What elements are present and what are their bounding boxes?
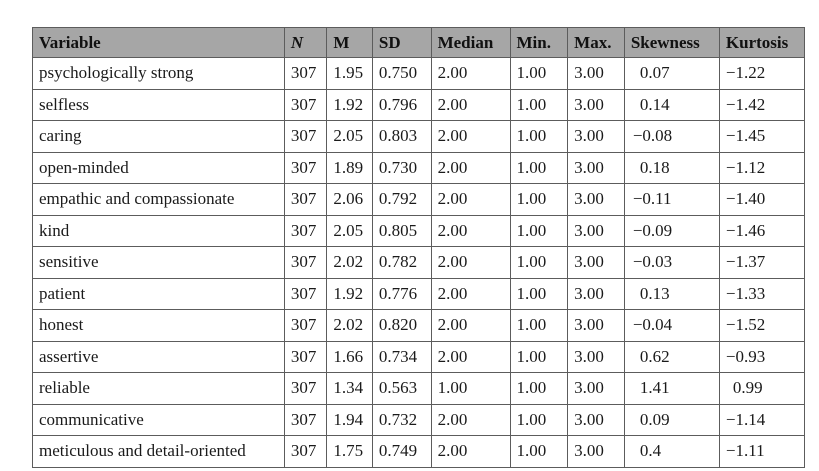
- cell-mean: 2.06: [327, 184, 373, 216]
- header-skewness: Skewness: [624, 28, 719, 58]
- cell-skewness: −0.03: [624, 247, 719, 279]
- cell-median: 2.00: [431, 215, 510, 247]
- cell-n: 307: [284, 152, 326, 184]
- cell-n: 307: [284, 215, 326, 247]
- table-row: [33, 184, 805, 216]
- table-row: [33, 121, 805, 153]
- cell-sd: 0.796: [372, 89, 431, 121]
- cell-mean: 1.94: [327, 404, 373, 436]
- cell-sd: 0.782: [372, 247, 431, 279]
- cell-variable: sensitive: [33, 247, 285, 279]
- header-median: Median: [431, 28, 510, 58]
- cell-mean: 2.02: [327, 310, 373, 342]
- cell-n: 307: [284, 404, 326, 436]
- cell-sd: 0.792: [372, 184, 431, 216]
- cell-min: 1.00: [510, 310, 568, 342]
- cell-min: 1.00: [510, 373, 568, 405]
- cell-kurtosis: −1.37: [719, 247, 804, 279]
- cell-max: 3.00: [568, 89, 625, 121]
- cell-variable: empathic and compassionate: [33, 184, 285, 216]
- cell-n: 307: [284, 373, 326, 405]
- cell-n: 307: [284, 58, 326, 90]
- cell-sd: 0.820: [372, 310, 431, 342]
- cell-skewness: −0.08: [624, 121, 719, 153]
- cell-mean: 1.92: [327, 89, 373, 121]
- cell-sd: 0.732: [372, 404, 431, 436]
- cell-n: 307: [284, 436, 326, 468]
- cell-skewness: −0.04: [624, 310, 719, 342]
- table-row: [33, 247, 805, 279]
- cell-kurtosis: −1.40: [719, 184, 804, 216]
- cell-median: 2.00: [431, 310, 510, 342]
- cell-max: 3.00: [568, 184, 625, 216]
- cell-max: 3.00: [568, 404, 625, 436]
- cell-median: 2.00: [431, 436, 510, 468]
- table-row: [33, 89, 805, 121]
- cell-skewness: 0.09: [624, 404, 719, 436]
- cell-mean: 2.02: [327, 247, 373, 279]
- cell-max: 3.00: [568, 58, 625, 90]
- cell-max: 3.00: [568, 341, 625, 373]
- cell-kurtosis: −1.46: [719, 215, 804, 247]
- cell-sd: 0.749: [372, 436, 431, 468]
- cell-variable: meticulous and detail-oriented: [33, 436, 285, 468]
- table-row: [33, 215, 805, 247]
- cell-skewness: 0.4: [624, 436, 719, 468]
- table-row: [33, 341, 805, 373]
- cell-mean: 1.66: [327, 341, 373, 373]
- cell-median: 1.00: [431, 373, 510, 405]
- cell-skewness: 0.62: [624, 341, 719, 373]
- cell-n: 307: [284, 121, 326, 153]
- cell-min: 1.00: [510, 58, 568, 90]
- cell-min: 1.00: [510, 436, 568, 468]
- cell-skewness: 0.13: [624, 278, 719, 310]
- cell-n: 307: [284, 184, 326, 216]
- cell-kurtosis: −1.11: [719, 436, 804, 468]
- cell-n: 307: [284, 341, 326, 373]
- cell-median: 2.00: [431, 152, 510, 184]
- cell-variable: reliable: [33, 373, 285, 405]
- cell-skewness: 1.41: [624, 373, 719, 405]
- table-header: [33, 28, 805, 58]
- cell-kurtosis: −0.93: [719, 341, 804, 373]
- cell-variable: psychologically strong: [33, 58, 285, 90]
- cell-max: 3.00: [568, 278, 625, 310]
- cell-max: 3.00: [568, 121, 625, 153]
- cell-max: 3.00: [568, 310, 625, 342]
- cell-median: 2.00: [431, 341, 510, 373]
- cell-max: 3.00: [568, 215, 625, 247]
- cell-n: 307: [284, 278, 326, 310]
- cell-skewness: −0.11: [624, 184, 719, 216]
- table-row: [33, 373, 805, 405]
- cell-median: 2.00: [431, 58, 510, 90]
- cell-kurtosis: −1.45: [719, 121, 804, 153]
- table-row: [33, 152, 805, 184]
- cell-kurtosis: −1.42: [719, 89, 804, 121]
- table-row: [33, 278, 805, 310]
- cell-skewness: 0.18: [624, 152, 719, 184]
- cell-skewness: 0.07: [624, 58, 719, 90]
- cell-n: 307: [284, 310, 326, 342]
- cell-mean: 1.92: [327, 278, 373, 310]
- cell-min: 1.00: [510, 278, 568, 310]
- cell-mean: 2.05: [327, 121, 373, 153]
- cell-sd: 0.805: [372, 215, 431, 247]
- cell-median: 2.00: [431, 404, 510, 436]
- cell-max: 3.00: [568, 436, 625, 468]
- cell-min: 1.00: [510, 184, 568, 216]
- cell-variable: open-minded: [33, 152, 285, 184]
- cell-kurtosis: −1.52: [719, 310, 804, 342]
- descriptive-statistics-table-container: [32, 27, 805, 468]
- table-body: [33, 58, 805, 468]
- cell-max: 3.00: [568, 152, 625, 184]
- cell-median: 2.00: [431, 278, 510, 310]
- cell-kurtosis: 0.99: [719, 373, 804, 405]
- cell-variable: honest: [33, 310, 285, 342]
- cell-variable: selfless: [33, 89, 285, 121]
- cell-n: 307: [284, 247, 326, 279]
- cell-sd: 0.734: [372, 341, 431, 373]
- header-n: N: [284, 28, 326, 58]
- cell-kurtosis: −1.12: [719, 152, 804, 184]
- cell-median: 2.00: [431, 89, 510, 121]
- cell-variable: communicative: [33, 404, 285, 436]
- header-min: Min.: [510, 28, 568, 58]
- table-row: [33, 310, 805, 342]
- cell-kurtosis: −1.33: [719, 278, 804, 310]
- header-row: [33, 28, 805, 58]
- cell-max: 3.00: [568, 247, 625, 279]
- table-row: [33, 58, 805, 90]
- cell-min: 1.00: [510, 404, 568, 436]
- cell-variable: assertive: [33, 341, 285, 373]
- cell-min: 1.00: [510, 247, 568, 279]
- header-kurtosis: Kurtosis: [719, 28, 804, 58]
- cell-min: 1.00: [510, 152, 568, 184]
- cell-mean: 1.89: [327, 152, 373, 184]
- table-row: [33, 436, 805, 468]
- cell-sd: 0.750: [372, 58, 431, 90]
- cell-min: 1.00: [510, 89, 568, 121]
- cell-kurtosis: −1.22: [719, 58, 804, 90]
- cell-median: 2.00: [431, 184, 510, 216]
- cell-variable: caring: [33, 121, 285, 153]
- cell-mean: 2.05: [327, 215, 373, 247]
- table-row: [33, 404, 805, 436]
- cell-median: 2.00: [431, 247, 510, 279]
- cell-variable: patient: [33, 278, 285, 310]
- header-mean: M: [327, 28, 373, 58]
- cell-mean: 1.34: [327, 373, 373, 405]
- header-max: Max.: [568, 28, 625, 58]
- cell-min: 1.00: [510, 121, 568, 153]
- cell-median: 2.00: [431, 121, 510, 153]
- cell-skewness: −0.09: [624, 215, 719, 247]
- cell-mean: 1.95: [327, 58, 373, 90]
- descriptive-statistics-table: [32, 27, 805, 468]
- cell-sd: 0.563: [372, 373, 431, 405]
- header-variable: Variable: [33, 28, 285, 58]
- cell-max: 3.00: [568, 373, 625, 405]
- cell-sd: 0.730: [372, 152, 431, 184]
- cell-kurtosis: −1.14: [719, 404, 804, 436]
- cell-mean: 1.75: [327, 436, 373, 468]
- cell-min: 1.00: [510, 215, 568, 247]
- cell-min: 1.00: [510, 341, 568, 373]
- cell-n: 307: [284, 89, 326, 121]
- header-sd: SD: [372, 28, 431, 58]
- cell-sd: 0.803: [372, 121, 431, 153]
- cell-skewness: 0.14: [624, 89, 719, 121]
- cell-sd: 0.776: [372, 278, 431, 310]
- cell-variable: kind: [33, 215, 285, 247]
